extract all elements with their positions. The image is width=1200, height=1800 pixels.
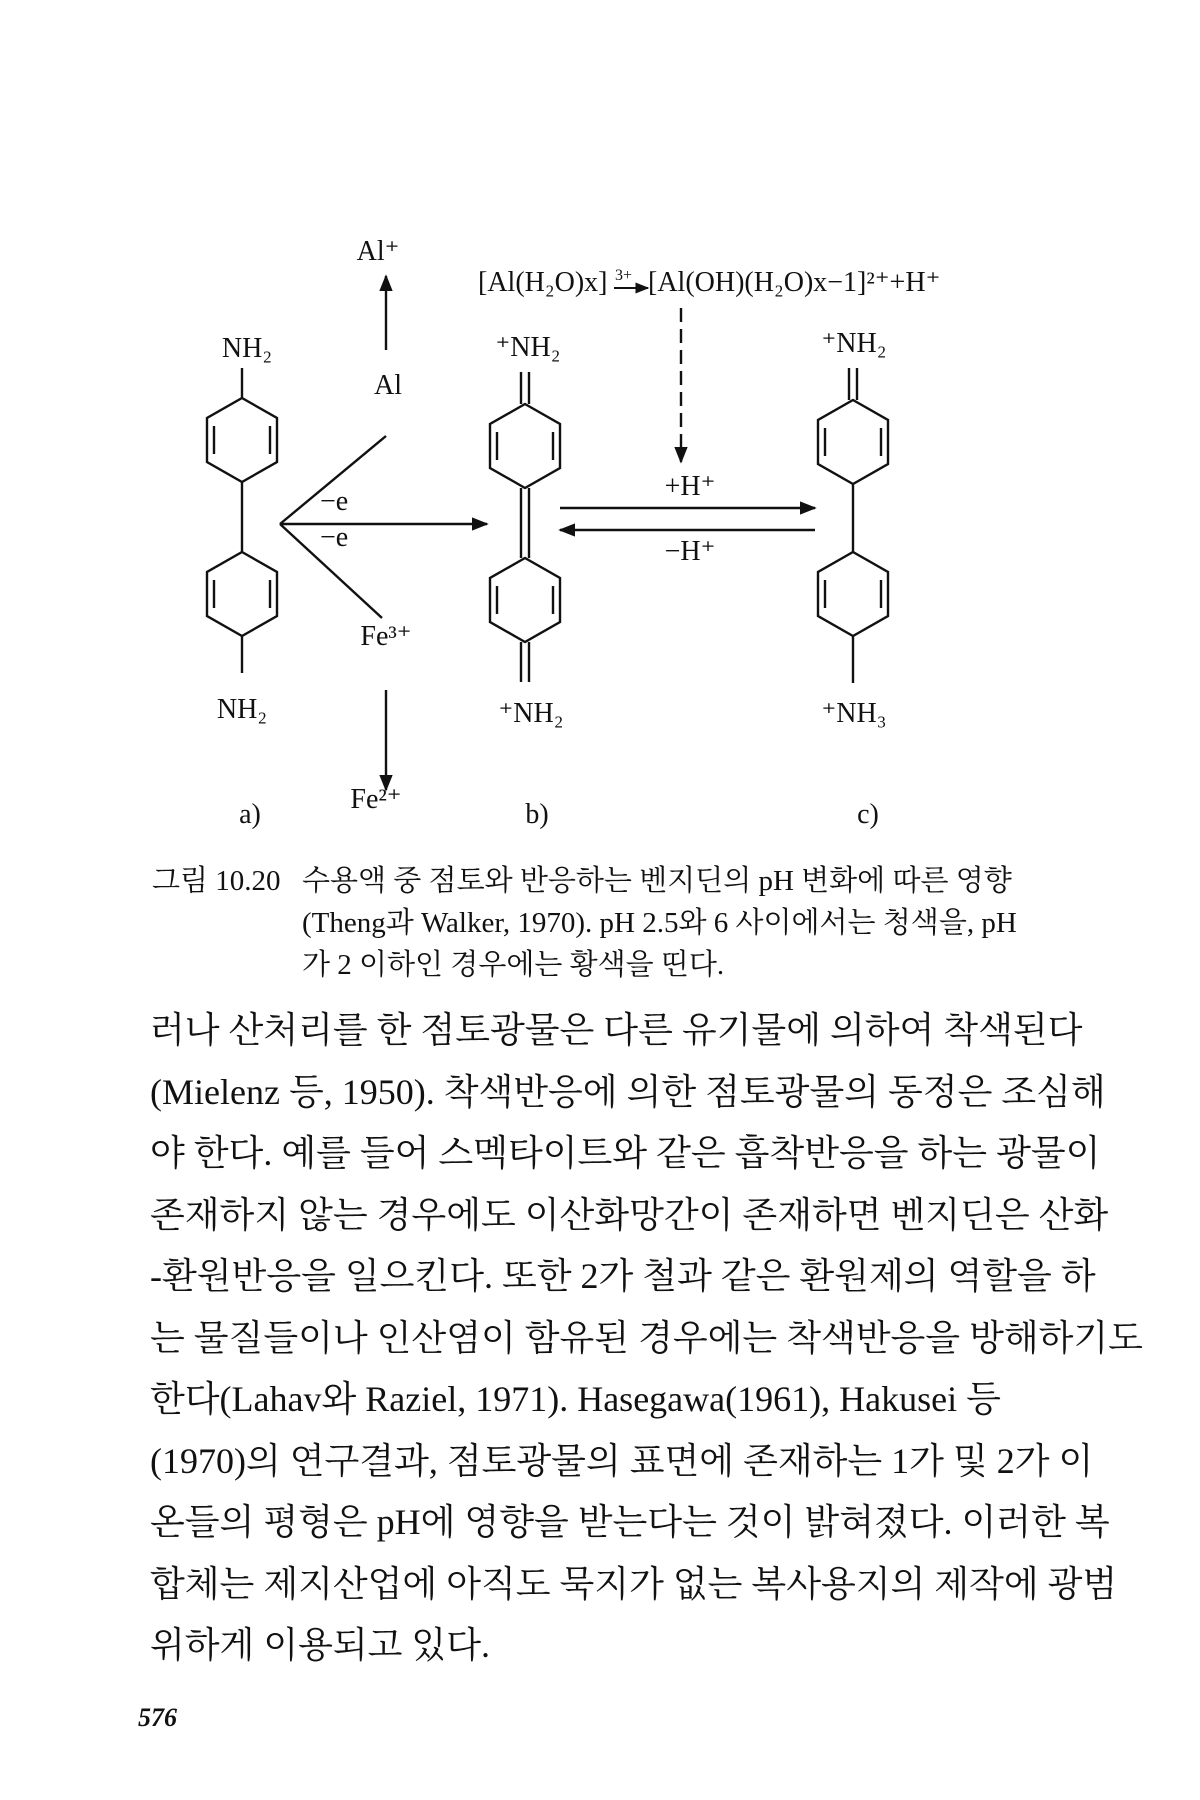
quinoid-structure-b <box>490 372 560 682</box>
figure-number: 그림 10.20 <box>152 865 281 897</box>
aluminium-ion-label: Al⁺ <box>356 236 400 267</box>
benzidine-structure-a <box>207 368 277 673</box>
electron-loss-label-2: −e <box>320 522 349 553</box>
body-line: 온들의 평형은 pH에 영향을 받는다는 것이 밝혀졌다. 이러한 복 <box>150 1502 1110 1542</box>
caption-line: 수용액 중 점토와 반응하는 벤지딘의 pH 변화에 따른 영향 <box>302 865 1012 897</box>
caption-line: (Theng과 Walker, 1970). pH 2.5와 6 사이에서는 청색을, pH <box>302 907 1017 939</box>
ferrous-ion-label: Fe²⁺ <box>350 784 402 815</box>
ammonium-label-bottom-c: ⁺NH₃ <box>821 698 887 729</box>
deprotonation-label: −H⁺ <box>664 536 716 567</box>
body-paragraph <box>150 1000 1143 1677</box>
al-complex-charge: 3+ <box>615 267 633 284</box>
body-line: 위하게 이용되고 있다. <box>150 1625 490 1665</box>
al-hydroxo-complex: [Al(OH)(H₂O)x−1]²⁺+H⁺ <box>648 267 941 298</box>
body-line: (1970)의 연구결과, 점토광물의 표면에 존재하는 1가 및 2가 이 <box>150 1440 1094 1481</box>
figure-caption <box>152 860 1052 986</box>
iminium-label-bottom-b: ⁺NH₂ <box>498 698 564 729</box>
aluminium-label: Al <box>374 370 402 401</box>
body-line: 러나 산처리를 한 점토광물은 다른 유기물에 의하여 착색된다 <box>150 1010 1083 1050</box>
body-line: 야 한다. 예를 들어 스멕타이트와 같은 흡착반응을 하는 광물이 <box>150 1133 1101 1173</box>
caption-line: 가 2 이하인 경우에는 황색을 띤다. <box>302 949 725 981</box>
body-line: 존재하지 않는 경우에도 이산화망간이 존재하면 벤지딘은 산화 <box>150 1194 1109 1235</box>
benzidine-reaction-figure <box>0 0 1200 830</box>
amine-label-bottom-a: NH₂ <box>216 694 268 725</box>
al-aqua-complex: [Al(H₂O)x] <box>478 267 608 298</box>
amine-label-top-a: NH₂ <box>221 333 273 364</box>
iminium-label-top-b: ⁺NH₂ <box>495 332 561 363</box>
page-number: 576 <box>138 1703 177 1732</box>
body-line: 한다(Lahav와 Raziel, 1971). Hasegawa(1961), Hakusei 등 <box>150 1379 1001 1419</box>
panel-label-a: a) <box>239 799 261 830</box>
caption-text <box>302 860 1052 986</box>
panel-label-c: c) <box>857 799 879 830</box>
body-line: -환원반응을 일으킨다. 또한 2가 철과 같은 환원제의 역할을 하 <box>150 1256 1096 1296</box>
iminium-label-top-c: ⁺NH₂ <box>821 328 887 359</box>
panel-label-b: b) <box>525 799 549 830</box>
protonated-structure-c <box>818 368 888 683</box>
electron-loss-label-1: −e <box>320 486 349 517</box>
electron-transfer-arrows <box>280 436 487 618</box>
protonation-label: +H⁺ <box>664 471 716 502</box>
body-line: 합체는 제지산업에 아직도 묵지가 없는 복사용지의 제작에 광범 <box>150 1563 1118 1604</box>
ferric-ion-label: Fe³⁺ <box>360 621 412 652</box>
body-line: 는 물질들이나 인산염이 함유된 경우에는 착색반응을 방해하기도 <box>150 1317 1143 1358</box>
body-line: (Mielenz 등, 1950). 착색반응에 의한 점토광물의 동정은 조심해 <box>150 1071 1106 1112</box>
